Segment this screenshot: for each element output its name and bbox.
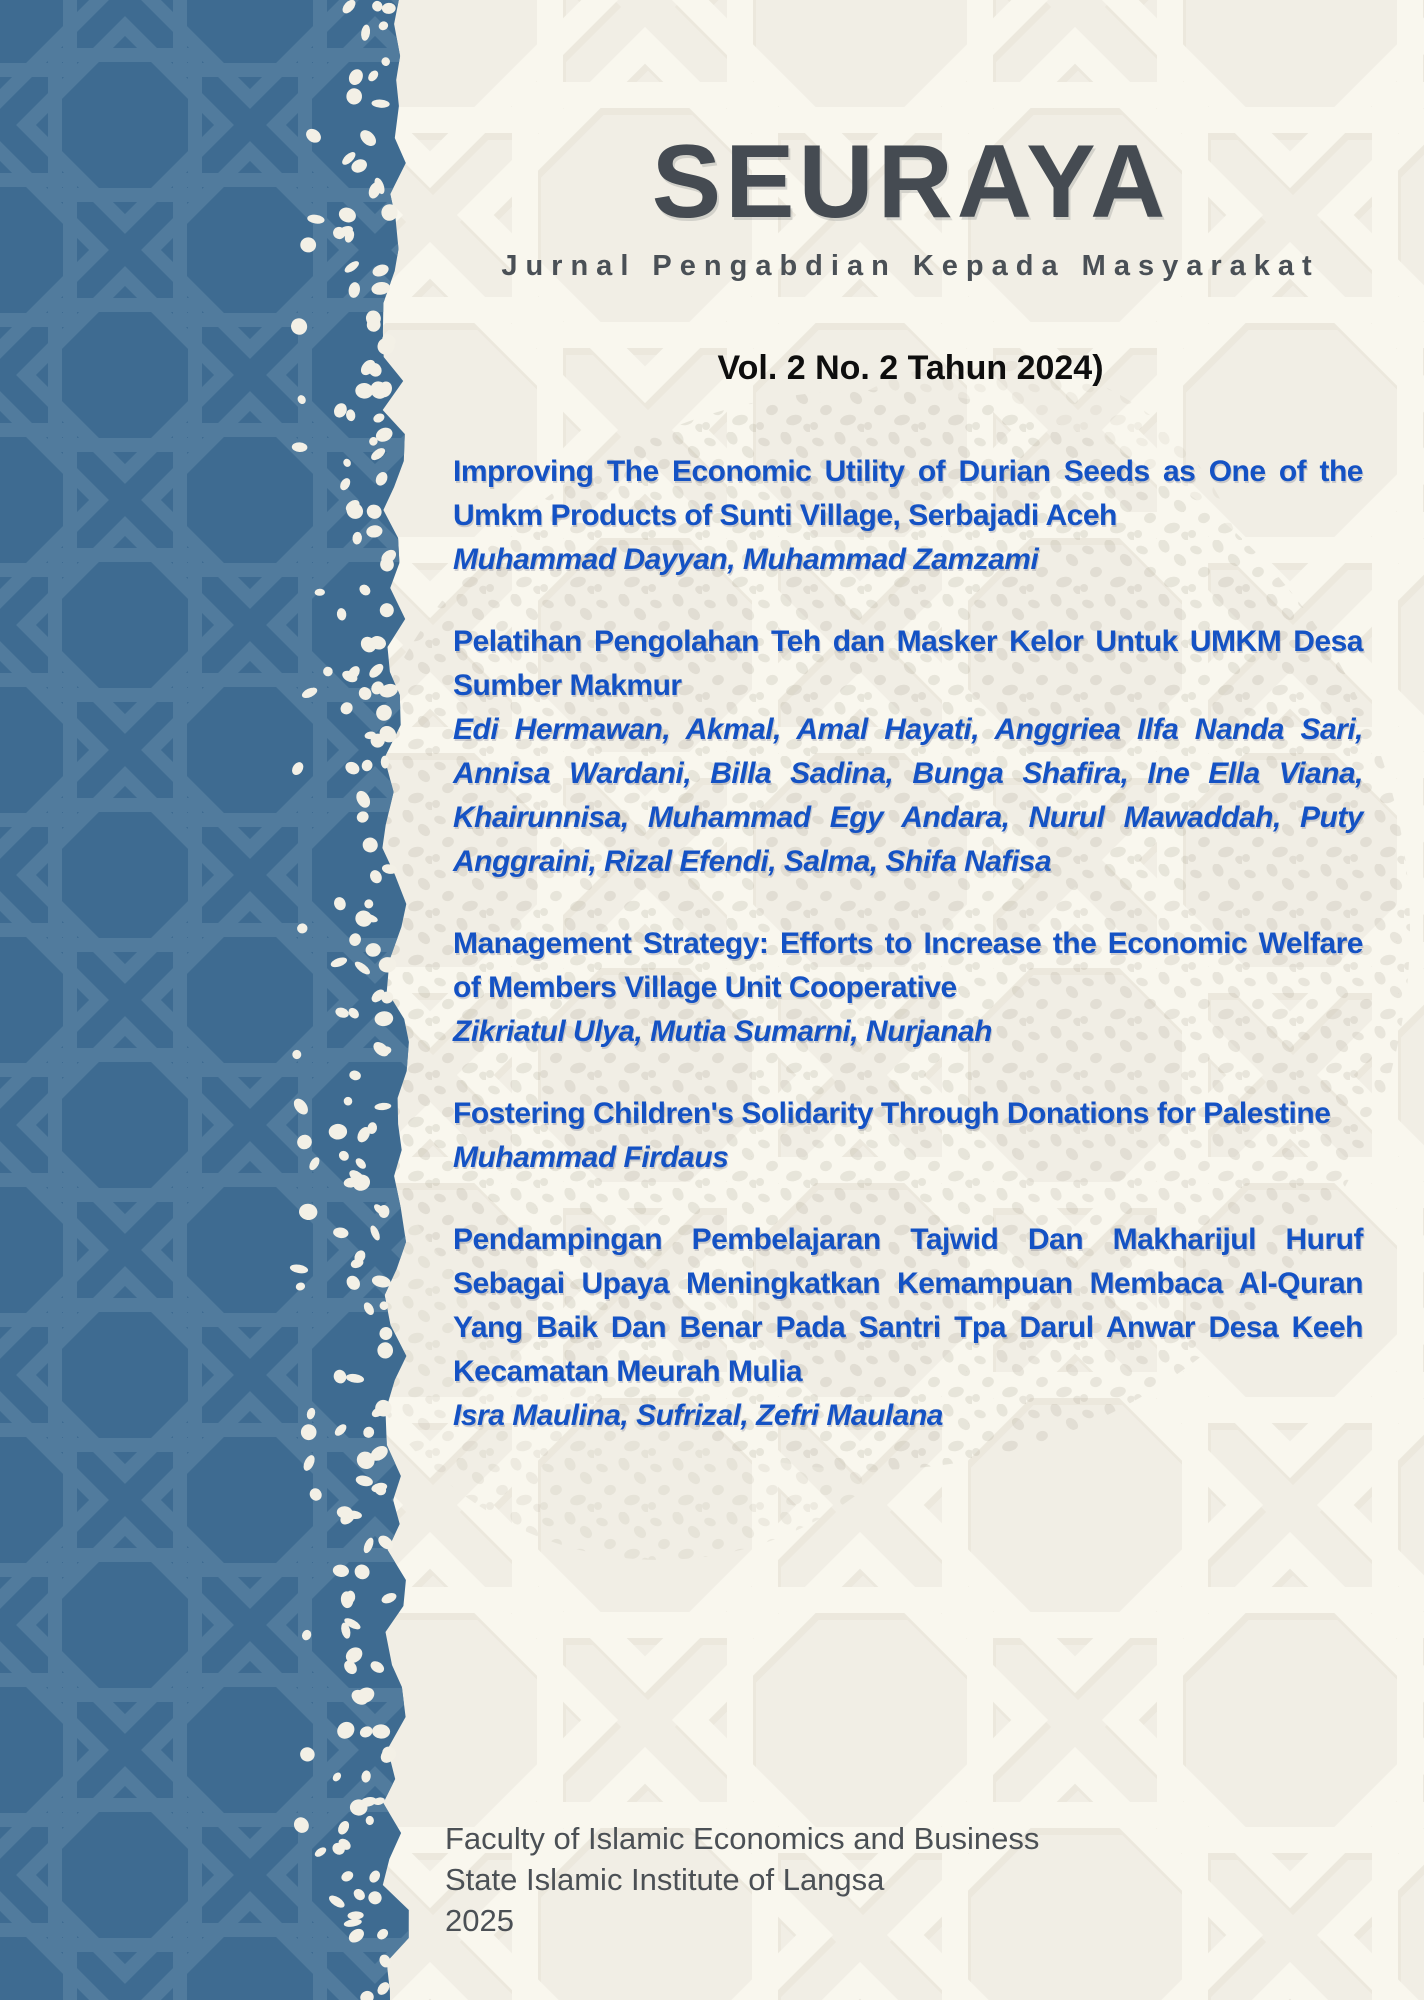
cover-content [397, 0, 1424, 2000]
article-title: Fostering Children's Solidarity Through Donations for Palestine [453, 1097, 1331, 1130]
footer [445, 1818, 1039, 1941]
article-item [453, 620, 1363, 884]
faculty-line: Faculty of Islamic Economics and Business [445, 1821, 1040, 1856]
article-authors: Zikriatul Ulya, Mutia Sumarni, Nurjanah [453, 1015, 992, 1048]
article-item [453, 1218, 1363, 1438]
article-title: Management Strategy: Efforts to Increase the Economic Welfare of Members Village Unit Cooperative [453, 927, 1363, 1004]
article-item [453, 922, 1363, 1054]
article-authors: Isra Maulina, Sufrizal, Zefri Maulana [453, 1399, 943, 1432]
article-authors: Muhammad Dayyan, Muhammad Zamzami [453, 543, 1039, 576]
journal-title: SEURAYA [651, 124, 1170, 240]
year-line: 2025 [445, 1903, 514, 1938]
article-item [453, 1092, 1363, 1180]
journal-subtitle: Jurnal Pengabdian Kepada Masyarakat [501, 250, 1320, 282]
issue-label: Vol. 2 No. 2 Tahun 2024) [717, 349, 1104, 387]
article-list [453, 450, 1363, 1438]
article-title: Improving The Economic Utility of Durian Seeds as One of the Umkm Products of Sunti Village, Serbajadi Aceh [453, 455, 1363, 532]
masthead [397, 124, 1424, 284]
article-authors: Edi Hermawan, Akmal, Amal Hayati, Anggriea Ilfa Nanda Sari, Annisa Wardani, Billa Sadina, Bunga Shafira, Ine Ella Viana, Khairunnisa, Muhammad Egy Andara, Nurul Mawaddah, Puty Anggraini, Rizal Efendi, Salma, Shifa Nafisa [453, 713, 1363, 878]
article-title: Pendampingan Pembelajaran Tajwid Dan Makharijul Huruf Sebagai Upaya Meningkatkan Kemampuan Membaca Al-Quran Yang Baik Dan Benar Pada Santri Tpa Darul Anwar Desa Keeh Kecamatan Meurah Mulia [453, 1223, 1363, 1388]
sidebar-band [0, 0, 430, 2000]
article-item [453, 450, 1363, 582]
article-title: Pelatihan Pengolahan Teh dan Masker Kelor Untuk UMKM Desa Sumber Makmur [453, 625, 1363, 702]
article-authors: Muhammad Firdaus [453, 1141, 729, 1174]
institute-line: State Islamic Institute of Langsa [445, 1862, 885, 1897]
